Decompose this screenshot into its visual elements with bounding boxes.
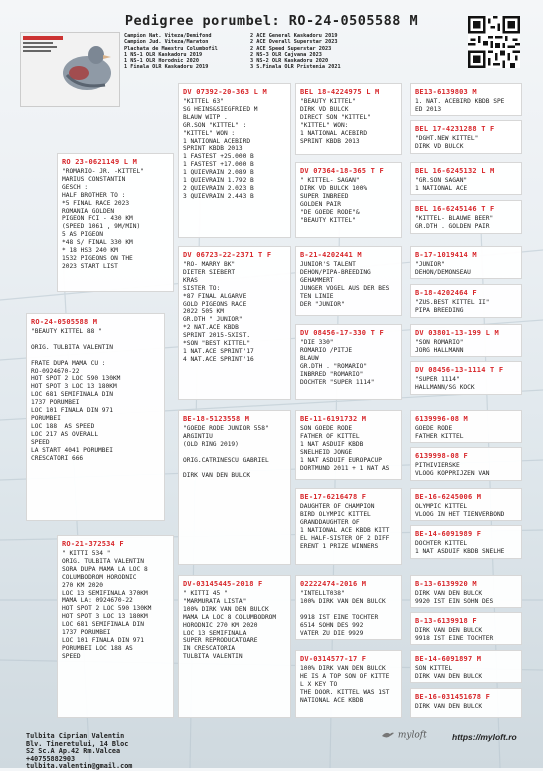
pedigree-ggparent-card: [295, 83, 402, 155]
pedigree-gggparent-card: [410, 575, 522, 608]
card-text: GOEDE RODE FATHER KITTEL: [415, 425, 464, 440]
ring-number: 02222474-2016 M: [300, 580, 367, 588]
pedigree-gggparent-card: [410, 447, 522, 481]
ring-number: B-13-6139918 F: [415, 617, 477, 625]
header-achievements-left: [124, 33, 240, 71]
ring-number: BE-16-031451678 F: [415, 693, 491, 701]
website-link[interactable]: https://myloft.ro: [452, 732, 517, 742]
pedigree-ggparent-card: [295, 410, 402, 480]
card-text: "KITTEL- BLAUWE BEER" GR.DTH . GOLDEN PAIR: [415, 215, 494, 230]
card-text: "RO- MARRY BK" DIETER SIEBERT KRAS SISTER TO: *87 FINAL ALGARVE GOLD PIGEONS RACE 2022 505 KM GR.DTH " JUNIOR" *2 NAT.ACE KBDB SPRINT 2015-5XIST. *SON "BEST KITTEL" 1 NAT.ACE SPRINT'17 4 NAT.ACE SPRINT'16: [183, 261, 254, 363]
achievement-line: Plachata de Maestru Columbofil: [124, 45, 218, 52]
page-title: Pedigree porumbel: RO-24-0505588 M: [124, 13, 419, 29]
pedigree-ggparent-card: [295, 488, 402, 565]
pedigree-gggparent-card: [410, 284, 522, 318]
pedigree-sire-sire-card: [178, 83, 291, 238]
card-text: "GR.SON SAGAN" 1 NATIONAL ACE: [415, 177, 468, 192]
ring-number: B-21-4202441 M: [300, 251, 362, 259]
pedigree-gggparent-card: [410, 162, 522, 195]
card-text: DIRK VAN DEN BULCK 9918 IST EINE TOCHTER: [415, 627, 494, 642]
achievement-line: 3 S.Finala OLR Pristenia 2021: [250, 64, 341, 71]
card-text: JUNIOR'S TALENT DEHON/PIPA-BREEDING GEHAMMERT JUNGER VOGEL AUS DER BES TEN LINIE DER "JUNIOR": [300, 261, 390, 308]
pigeon-photo: [20, 32, 120, 107]
card-text: "GOEDE RODE JUNIOR 558" ARGINTIU (OLD RING 2019) ORIG.CATRINESCU GABRIEL DIRK VAN DEN BULCK: [183, 425, 269, 480]
pedigree-gggparent-card: [410, 120, 522, 154]
logo-text: myloft: [397, 730, 427, 741]
card-text: 100% DIRK VAN DEN BULCK HE IS A TOP SON OF KITTE L X KEY TO THE DOOR. KITTEL WAS 1ST NATIONAL ACE KBDB: [300, 665, 390, 704]
card-text: PITHIVIERSKE VLOOG KOPPRIJZEN VAN: [415, 462, 490, 477]
ring-number: BE-14-6091897 M: [415, 655, 482, 663]
ring-number: 6139998-08 F: [415, 452, 468, 460]
pedigree-gggparent-card: [410, 83, 522, 116]
pedigree-sire-dam-card: [178, 246, 291, 400]
card-text: "ROMARIO- JR. -KITTEL" MARIUS CONSTANTIN GESCH : HALF BROTHER TO : *5 FINAL RACE 2023 ROMANIA GOLDEN PIGEON FCI - 430 KM (SPEED 1061 , 9M/MIN) 5 AS PIGEON *48 S/ FINAL 330 KM * 18 HS3 240 KM 1532 PIGEONS ON THE 2023 START LIST: [62, 168, 144, 270]
achievement-line: 1 NS-1 OLR Kaskadoru 2019: [124, 51, 203, 58]
ring-number: RO-21-372534 F: [62, 540, 124, 548]
pedigree-dam-sire-card: [178, 410, 291, 565]
ring-number: BE-11-6191732 M: [300, 415, 367, 423]
achievement-line: Campion Nat. Viteza/Demifond: [124, 33, 212, 39]
pedigree-gggparent-card: [410, 525, 522, 559]
pedigree-gggparent-card: [410, 410, 522, 443]
card-text: DAUGHTER OF CHAMPION BIRD OLYMPIC KITTEL GRANDDAUGHTER OF 1 NATIONAL ACE KBDB KITT EL HALF-SISTER OF 2 DIFF ERENT 1 PRIZE WINNERS: [300, 503, 390, 550]
ring-number: BE-18-5123558 M: [183, 415, 250, 423]
card-text: "SON ROMARIO" JORG HALLMANN: [415, 339, 464, 354]
card-text: "DIE 330" ROMARIO /PITJE BLAUW GR.DTH . "ROMARIO" INBRRED "ROMARIO" DOCHTER "SUPER 1114": [300, 339, 375, 386]
achievement-line: Campion Jud. Viteza/Maraton: [124, 39, 209, 46]
pedigree-gggparent-card: [410, 612, 522, 645]
ring-number: DV 06723-22-2371 T F: [183, 251, 272, 259]
ring-number: BE-17-6216478 F: [300, 493, 367, 501]
card-text: "SUPER 1114" HALLMANN/SG KOCK: [415, 376, 475, 391]
ring-number: 6139996-08 M: [415, 415, 468, 423]
pedigree-ggparent-card: [295, 324, 402, 400]
ring-number: BEL 17-4231288 T F: [415, 125, 495, 133]
achievement-line: 3 NS-2 OLR Kaskadoru 2020: [250, 58, 329, 65]
card-text: DIRK VAN DEN BULCK 9920 IST EIN SOHN DES: [415, 590, 494, 605]
card-text: 1. NAT. ACEBIRD KBDB SPE ED 2013: [415, 98, 505, 113]
pedigree-ggparent-card: [295, 246, 402, 316]
achievement-line: 1 Finala OLR Kaskadoru 2019: [124, 64, 209, 71]
pedigree-dam-card: [57, 535, 174, 718]
ring-number: DV-03145445-2018 F: [183, 580, 263, 588]
pedigree-gggparent-card: [410, 324, 522, 357]
card-text: "INTELLT038" 100% DIRK VAN DEN BULCK 9918 IST EINE TOCHTER 6514 SOHN DES 992 VATER ZU DIE 9929: [300, 590, 386, 637]
qr-code-icon: [468, 16, 520, 68]
achievement-line: 1 NS-1 OLR Horodnic 2020: [124, 58, 199, 65]
pedigree-ggparent-card: [295, 575, 402, 640]
card-text: "BEAUTY KITTEL 88 " ORIG. TULBITA VALENTIN FRATE DUPA MAMA CU : RO-0924670-22 HOT SPOT 2 LOC 590 130KM HOT SPOT 3 LOC 13 180KM LOC 681 SEMIFINALA DIN 1737 PORUMBEI LOC 101 FINALA DIN 971 PORUMBEI LOC 188 AS SPEED LOC 217 AS OVERALL SPEED LA START 4041 PORUMBEI CRESCATORI 666: [31, 328, 121, 462]
achievement-line: 2 ACE General Kaskadoru 2019: [250, 33, 338, 39]
ring-number: B-18-4202464 F: [415, 289, 477, 297]
ring-number: DV 03801-13-199 L M: [415, 329, 499, 337]
achievement-line: 2 NS-3 OLR Cajvana 2023: [250, 51, 322, 58]
pedigree-ggparent-card: [295, 650, 402, 718]
card-text: "JUNIOR" DEHON/DEMONSEAU: [415, 261, 471, 276]
pedigree-gggparent-card: [410, 246, 522, 279]
card-text: DOCHTER KITTEL 1 NAT ASDUIF KBDB SNELHE: [415, 540, 505, 555]
card-text: " KITTI 45 " "MARMURATA LISTA" 100% DIRK VAN DEN BULCK MAMA LA LOC 8 COLUMBODROM HORODNIC 270 KM 2020 LOC 13 SEMIFINALA SUPER REPRODUCATOARE IN CRESCATORIA TULBITA VALENTIN: [183, 590, 277, 661]
pedigree-gggparent-card: [410, 688, 522, 718]
pedigree-gggparent-card: [410, 200, 522, 234]
card-text: OLYMPIC KITTEL VLOOG IN HET TIENVERBOND: [415, 503, 505, 518]
card-text: "ZUS.BEST KITTEL II" PIPA BREEDING: [415, 299, 490, 314]
ring-number: BEL 18-4224975 L M: [300, 88, 380, 96]
ring-number: DV 08456-17-330 T F: [300, 329, 384, 337]
card-text: "KITTEL 63" SG HEINS&SIEGFRIED M BLAUW WITP . GR.SON "KITTEL" : "KITTEL" WON : 1 NATIONAL ACEBIRD SPRINT KBDB 2013 1 FASTEST +25.000 B 1 FASTEST +17.000 B 1 QUIEVRAIN 2.089 B 1 QUIEVRAIN 1.792 B 2 QUIEVRAIN 2.023 B 3 QUIEVRAIN 2.443 B: [183, 98, 258, 200]
ring-number: BE-16-6245006 M: [415, 493, 482, 501]
ring-number: BEL 16-6245146 T F: [415, 205, 495, 213]
ring-number: B-13-6139920 M: [415, 580, 477, 588]
pedigree-dam-dam-card: [178, 575, 291, 718]
ring-number: BEL 16-6245132 L M: [415, 167, 495, 175]
pedigree-gggparent-card: [410, 488, 522, 521]
card-text: SON KITTEL DIRK VAN DEN BULCK: [415, 665, 483, 680]
header-achievements-right: [250, 33, 380, 71]
card-text: " KITTI 534 " ORIG. TULBITA VALENTIN SORA DUPA MAMA LA LOC 8 COLUMBODROM HORODNIC 270 KM 2020 LOC 13 SEMIFINALA 370KM MAMA LA: 0924670-22 HOT SPOT 2 LOC 590 130KM HOT SPOT 3 LOC 13 180KM LOC 681 SEMIFINALA DIN 1737 PORUMBEI LOC 101 FINALA DIN 971 PORUMBEI LOC 188 AS SPEED: [62, 550, 152, 660]
achievement-line: 2 ACE Speed Superstar 2023: [250, 45, 332, 52]
card-text: "BEAUTY KITTEL" DIRK VD BULCK DIRECT SON "KITTEL" "KITTEL" WON: 1 NATIONAL ACEBIRD SPRINT KBDB 2013: [300, 98, 371, 145]
breeder-contact: Tulbita Ciprian Valentin Blv. Tineretului, 14 Bloc S2 Sc.A Ap.42 Rm.Valcea +40755882903 tulbita.valentin@gmail.com: [26, 732, 133, 771]
ring-number: DV 07392-20-363 L M: [183, 88, 267, 96]
card-text: "DGHT.NEW KITTEL" DIRK VD BULCK: [415, 135, 479, 150]
card-text: DIRK VAN DEN BULCK: [415, 703, 483, 710]
ring-number: DV-0314577-17 F: [300, 655, 367, 663]
ring-number: B-17-1019414 M: [415, 251, 477, 259]
bird-logo-icon: [381, 730, 395, 740]
ring-number: DV 07364-18-365 T F: [300, 167, 384, 175]
ring-number: BE-14-6091989 F: [415, 530, 482, 538]
achievement-line: 2 ACE Overall Superstar 2023: [250, 39, 338, 46]
pedigree-gggparent-card: [410, 361, 522, 395]
ring-number: RO 23-0621149 L M: [62, 158, 138, 166]
card-text: " KITTEL- SAGAN" DIRK VD BULCK 100% SUPER INBREED GOLDEN PAIR "DE GOEDE RODE"& "BEAUTY KITTEL": [300, 177, 368, 224]
card-text: SON GOEDE RODE FATHER OF KITTEL 1 NAT ASDUIF KBDB SNELHEID JONGE 1 NAT ASDUIF EUROPACUP DORTMUND 2011 + 1 NAT AS: [300, 425, 390, 472]
ring-number: DV 08456-13-1114 T F: [415, 366, 504, 374]
pedigree-subject-card: [26, 313, 165, 521]
brand-logo: [381, 730, 427, 741]
ring-number: BE13-6139803 M: [415, 88, 477, 96]
pedigree-gggparent-card: [410, 650, 522, 683]
ring-number: RO-24-0505588 M: [31, 318, 98, 326]
pedigree-sire-card: [57, 153, 174, 292]
pedigree-ggparent-card: [295, 162, 402, 238]
